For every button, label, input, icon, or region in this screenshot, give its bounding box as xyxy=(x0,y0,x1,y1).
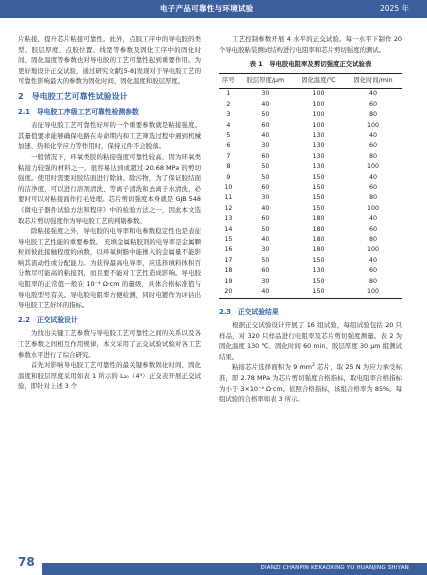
table-header-cell: 胶层厚度/μm xyxy=(238,73,293,89)
table-cell: 130 xyxy=(312,132,325,139)
table-cell: 50 xyxy=(261,225,270,233)
table-cell: 16 xyxy=(224,246,233,254)
table-cell: 50 xyxy=(261,256,270,264)
table-cell: 40 xyxy=(368,90,377,98)
table-cell: 150 xyxy=(312,194,325,202)
left-paragraph-3: 一般情况下，环氧类胶的粘接强度可靠性较高，因为环氧类粘接力较强的材料之一，很容易达到或超过 20.68 MPa 的剪切强度。使用时需要对胶结面进行除油、除污物，为了保证胶结面的洁净度，可以进行溶剂清洗、等离子清洗和去离子水清洗，必要时可以对粘接面作打毛处理。芯片剪切强度本身就是 GJB 548《微电子器件试验方法和程序》中的检验方法之一，因此本文选取芯片剪切强度作为导电胶工艺的判剔参数。 xyxy=(18,152,201,225)
table-cell: 100 xyxy=(366,204,379,212)
table-cell: 30 xyxy=(261,90,270,98)
subsection-heading-2-2: 2.2 正交试验设计 xyxy=(18,315,78,324)
table-cell: 130 xyxy=(312,142,325,150)
table-cell: 50 xyxy=(261,163,270,171)
table-row xyxy=(219,235,402,245)
table-cell: 150 xyxy=(312,184,325,192)
table-row xyxy=(219,245,402,255)
table-cell: 100 xyxy=(312,90,325,98)
table-cell: 100 xyxy=(344,287,402,298)
table-cell: 13 xyxy=(224,215,233,223)
table-cell: 5 xyxy=(226,132,231,139)
table-cell: 150 xyxy=(312,256,325,264)
table-cell: 100 xyxy=(312,121,325,129)
table-cell: 8 xyxy=(226,163,231,171)
table-row xyxy=(219,183,402,193)
table-cell: 180 xyxy=(312,225,325,233)
right-paragraph-1: 工艺控制参数开展 4 水平的正交试验。每一水平下制作 20 个导电胶粘装测试结构进行电阻率和芯片剪切强度的测试。 xyxy=(219,35,402,54)
table-cell: 2 xyxy=(226,100,231,108)
right-paragraph-3 xyxy=(219,362,402,404)
text-span: 粘接芯片选择面积为 9 mm xyxy=(232,363,312,372)
table-cell: 80 xyxy=(368,152,377,160)
table-cell: 40 xyxy=(368,132,377,139)
table-row xyxy=(219,162,402,172)
table-cell: 60 xyxy=(261,267,270,275)
table-row xyxy=(219,131,402,141)
table-header-cell: 序号 xyxy=(219,73,238,89)
table-row xyxy=(219,193,402,203)
table-cell: 40 xyxy=(368,215,377,223)
table-row xyxy=(219,110,402,120)
table-cell: 150 xyxy=(312,277,325,285)
table-row xyxy=(219,225,402,235)
table-cell: 18 xyxy=(224,267,233,275)
table-cell: 19 xyxy=(224,277,233,285)
table-cell: 80 xyxy=(368,236,377,244)
orthogonal-test-table xyxy=(219,73,402,299)
table-cell: 6 xyxy=(226,142,231,150)
table-cell: 50 xyxy=(261,173,270,181)
left-paragraph-4: 除粘接强度之外，导电胶的电导率和电参数稳定性也是表征导电胶工艺性能的重要参数。 充填金属粘胶剂的电导率是金属颗粒间彼此接触程度的函数，以环氧树脂中能掺入的金属量不能影响其流动性或分配能力。为获得最高电导率，应选择填料体积百分数尽可能高的粘接剂，而且要不能对工艺性造成影响。导电胶电阻率的正常值一般在 10⁻⁴ Ω·cm 的量级，具体合格标准值与导电胶型号有关。导电胶电阻率方便检测，同时电镀作为评估出导电胶工艺好坏的指标。 xyxy=(18,227,201,310)
table-cell: 40 xyxy=(261,100,270,108)
table-cell: 60 xyxy=(261,215,270,223)
table-row xyxy=(219,277,402,287)
table-cell: 3 xyxy=(226,111,231,119)
table-cell: 60 xyxy=(261,184,270,192)
table-cell: 15 xyxy=(224,236,233,244)
table-cell: 30 xyxy=(261,277,270,285)
table-body xyxy=(219,89,402,298)
table-cell: 100 xyxy=(366,163,379,171)
table-cell: 40 xyxy=(261,204,270,212)
table-cell: 30 xyxy=(261,246,270,254)
table-cell: 60 xyxy=(368,100,377,108)
table-cell: 150 xyxy=(312,204,325,212)
table-cell: 14 xyxy=(224,225,233,233)
section-heading-2: 2 导电胶工艺可靠性试验设计 xyxy=(18,91,128,101)
table-cell: 80 xyxy=(368,111,377,119)
table-cell: 80 xyxy=(368,277,377,285)
table-cell: 1 xyxy=(226,90,231,98)
left-paragraph-5: 为找出关键工艺参数与导电胶工艺可靠性之间的关系以及各工艺参数之间相互作用规律，本文采用了正交试验试验对各工艺参数水平进行了综合研究。 xyxy=(18,329,201,359)
page-number: 78 xyxy=(18,555,35,569)
header-year: 2025 年 xyxy=(380,4,409,13)
table-cell: 60 xyxy=(368,267,377,275)
table-cell: 60 xyxy=(368,184,377,192)
table-cell: 180 xyxy=(312,236,325,244)
left-paragraph-2: 表征导电胶工艺可靠性好坏的一个重要参数就是粘接强度。其量值要求能够确保电路在寿命期内和工艺筛选过程中遇到机械加速、热和化学应力等作用时，保持元件不会脱落。 xyxy=(18,121,201,151)
subsection-heading-2-3: 2.3 正交试验结果 xyxy=(219,307,279,316)
superscript: 2 xyxy=(311,363,315,369)
table-header-row xyxy=(219,73,402,89)
right-column xyxy=(219,34,402,405)
table-cell: 150 xyxy=(312,173,325,181)
table-row xyxy=(219,173,402,183)
footer-journal-pinyin: DIANZI CHANPIN KEKAOXING YU HUANJING SHIYAN xyxy=(260,565,409,571)
subsection-heading-2-1: 2.1 导电胶工序级工艺可靠性检测参数 xyxy=(18,107,139,116)
table-cell: 130 xyxy=(312,163,325,171)
table-cell: 30 xyxy=(261,142,270,150)
table-cell: 130 xyxy=(312,267,325,275)
table-cell: 40 xyxy=(238,287,293,298)
table-cell: 100 xyxy=(312,111,325,119)
table-cell: 80 xyxy=(368,194,377,202)
table-cell: 40 xyxy=(368,173,377,181)
table-row xyxy=(219,89,402,100)
left-column xyxy=(18,34,201,392)
table-row xyxy=(219,214,402,224)
left-paragraph-1: 片粘接，提升芯片粘接可靠性。此外，点胶工序中的导电胶的类型、胶层厚度、点胶位置、线宽等参数及固化工序中的固化时间、固化温度等参数也对导电胶的工艺可靠性起到重要作用。为更好地设计正交试验，通过研究文献[5-8]发现对于导电胶工艺的可靠性影响最大的参数为固化时间、固化温度和胶层厚度。 xyxy=(18,35,201,86)
table-header-cell: 固化温度/℃ xyxy=(293,73,344,89)
table-cell: 130 xyxy=(312,152,325,160)
table-cell: 180 xyxy=(312,246,325,254)
table-cell: 40 xyxy=(261,132,270,139)
table-row xyxy=(219,287,402,298)
journal-title: 电子产品可靠性与环境试验 xyxy=(160,4,254,13)
text-span: 芯片，取 25 N 为应力承受标准，即 2.78 MPa 为芯片剪切强度合格指标，取电阻率合格指标为小于 3×10⁻⁴ Ω·cm。依照合格指标，该组合格率为 85%。每组试验的合格率如表 3 所示。 xyxy=(219,363,402,404)
table-caption: 表 1 导电胶电阻率及剪切强度正交试验表 xyxy=(249,60,372,69)
table-cell: 60 xyxy=(368,142,377,150)
table-cell: 40 xyxy=(261,236,270,244)
table-cell: 60 xyxy=(261,121,270,129)
table-row xyxy=(219,100,402,110)
table-cell: 30 xyxy=(261,194,270,202)
table-cell: 12 xyxy=(224,204,233,212)
table-cell: 180 xyxy=(312,215,325,223)
table-cell: 10 xyxy=(224,184,233,192)
table-cell: 50 xyxy=(261,111,270,119)
table-row xyxy=(219,256,402,266)
table-cell: 4 xyxy=(226,121,231,129)
table-cell: 40 xyxy=(368,256,377,264)
table-cell: 7 xyxy=(226,152,231,160)
table-cell: 60 xyxy=(261,152,270,160)
table-cell: 100 xyxy=(312,100,325,108)
table-row xyxy=(219,204,402,214)
table-cell: 17 xyxy=(224,256,233,264)
table-header-cell: 固化时间/min xyxy=(344,73,402,89)
table-row xyxy=(219,266,402,276)
table-row xyxy=(219,121,402,131)
left-paragraph-6: 首先对影响导电胶工艺可靠性的最关键参数固化时间、固化温度和胶层厚度采用如表 1 所示的 L₂₀（4³）正交表开展正交试验，即针对上述 3 个 xyxy=(18,361,201,391)
table-cell: 9 xyxy=(226,173,231,181)
table-cell: 100 xyxy=(366,121,379,129)
table-cell: 150 xyxy=(293,287,344,298)
table-cell: 60 xyxy=(368,225,377,233)
table-row xyxy=(219,152,402,162)
table-cell: 11 xyxy=(224,194,233,202)
table-cell: 100 xyxy=(366,246,379,254)
right-paragraph-2: 根据正交试验设计开展了 16 组试验，每组试验包括 20 只样品，对 320 只样品进行电阻率及芯片剪切强度测量。表 2 为固化温度 130 ℃、固化时间 60 min、胶层厚度 30 μm 组测试结果。 xyxy=(219,321,402,361)
table-cell: 20 xyxy=(219,287,238,298)
table-row xyxy=(219,141,402,151)
